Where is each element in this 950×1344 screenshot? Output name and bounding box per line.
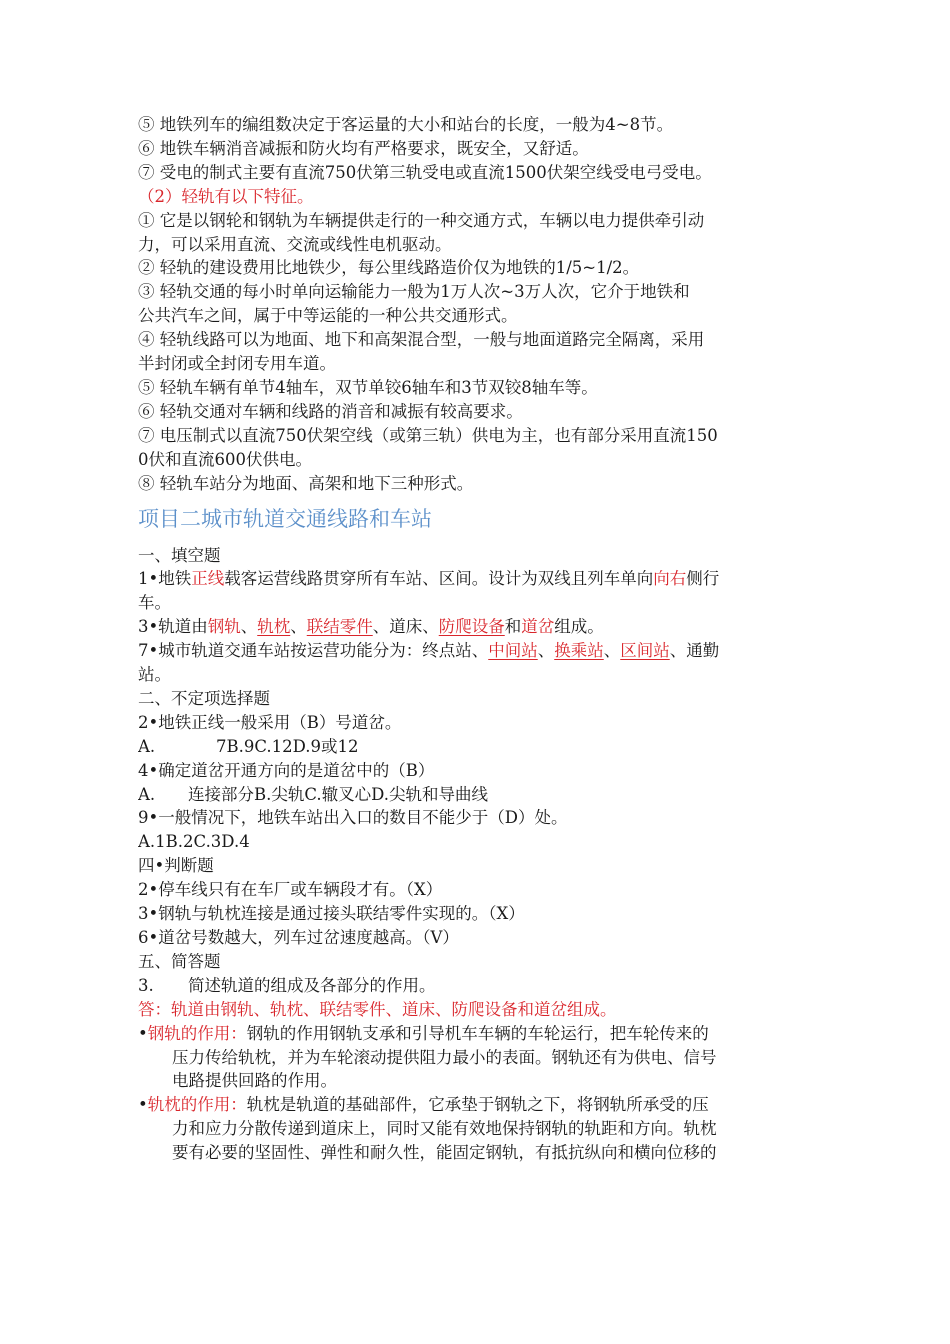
fill-q7: 7•城市轨道交通车站按运营功能分为：终点站、中间站、换乘站、区间站、通勤 bbox=[138, 641, 720, 661]
light-rail-line: ⑧ 轻轨车站分为地面、高架和地下三种形式。 bbox=[138, 473, 474, 493]
short-title: 五、简答题 bbox=[138, 951, 221, 971]
answer-blank: 防爬设备 bbox=[438, 617, 505, 637]
answer-blank: 区间站 bbox=[620, 641, 670, 661]
light-rail-line: ⑦ 电压制式以直流750伏架空线（或第三轨）供电为主，也有部分采用直流150 bbox=[138, 425, 718, 445]
judge-item: 3•钢轨与轨枕连接是通过接头联结零件实现的。（X） bbox=[138, 904, 525, 924]
answer-blank: 中间站 bbox=[488, 641, 538, 661]
judge-section bbox=[138, 854, 814, 950]
light-rail-line: ④ 轻轨线路可以为地面、地下和高架混合型，一般与地面道路完全隔离，采用 bbox=[138, 330, 705, 350]
rail-role-label: 钢轨的作用： bbox=[147, 1023, 247, 1043]
judge-item: 2•停车线只有在车厂或车辆段才有。（X） bbox=[138, 880, 443, 900]
judge-title: 四•判断题 bbox=[138, 856, 214, 876]
answer-blank: 钢轨 bbox=[207, 617, 241, 637]
light-rail-line: ① 它是以钢轮和钢轨为车辆提供走行的一种交通方式，车辆以电力提供牵引动 bbox=[138, 210, 705, 230]
short-q3: 3. 简述轨道的组成及各部分的作用。 bbox=[138, 975, 436, 995]
light-rail-features bbox=[138, 209, 814, 496]
choice-q9: 9•一般情况下，地铁车站出入口的数目不能少于（D）处。 bbox=[138, 808, 568, 828]
sleeper-role-label: 轨枕的作用： bbox=[147, 1095, 247, 1115]
fill-q3: 3•轨道由钢轨、轨枕、联结零件、道床、防爬设备和道岔组成。 bbox=[138, 617, 604, 637]
judge-item: 6•道岔号数越大，列车过岔速度越高。（V） bbox=[138, 928, 459, 947]
rail-role-line: •钢轨的作用：钢轨的作用钢轨支承和引导机车车辆的车轮运行，把车轮传来的 bbox=[138, 1023, 709, 1043]
bullet-icon: • bbox=[138, 1023, 148, 1043]
answer-blank: 道岔 bbox=[521, 617, 555, 637]
sleeper-role-line: 力和应力分散传递到道床上，同时又能有效地保持钢轨的轨距和方向。轨枕 bbox=[172, 1119, 717, 1139]
sleeper-role-line: 要有必要的坚固性、弹性和耐久性，能固定钢轨，有抵抗纵向和横向位移的 bbox=[172, 1143, 717, 1163]
light-rail-line: ③ 轻轨交通的每小时单向运输能力一般为1万人次~3万人次，它介于地铁和 bbox=[138, 282, 690, 302]
choice-q2: 2•地铁正线一般采用（B）号道岔。 bbox=[138, 712, 402, 732]
light-rail-line: 公共汽车之间，属于中等运能的一种公共交通形式。 bbox=[138, 306, 518, 326]
rail-role-line: 压力传给轨枕，并为车轮滚动提供阻力最小的表面。钢轨还有为供电、信号 bbox=[172, 1047, 717, 1067]
choice-q4: 4•确定道岔开通方向的是道岔中的（B） bbox=[138, 760, 435, 780]
fill-title: 一、填空题 bbox=[138, 545, 221, 565]
choice-title: 二、不定项选择题 bbox=[138, 688, 270, 708]
choice-q4-options: A. 连接部分B.尖轨C.辙叉心D.尖轨和导曲线 bbox=[138, 784, 489, 804]
bullet-icon: • bbox=[138, 1095, 148, 1115]
fill-in-section bbox=[138, 544, 814, 687]
answer-blank: 联结零件 bbox=[306, 617, 373, 637]
subway-features bbox=[138, 113, 814, 185]
short-answer: 答：轨道由钢轨、轨枕、联结零件、道床、防爬设备和道岔组成。 bbox=[138, 999, 617, 1019]
subway-item-5: ⑤ 地铁列车的编组数决定于客运量的大小和站台的长度，一般为4~8节。 bbox=[138, 115, 674, 134]
answer-blank: 换乘站 bbox=[554, 641, 604, 661]
rail-role-line: 电路提供回路的作用。 bbox=[172, 1071, 337, 1091]
light-rail-line: 0伏和直流600伏供电。 bbox=[138, 449, 312, 469]
light-rail-line: 力，可以采用直流、交流或线性电机驱动。 bbox=[138, 234, 452, 254]
choice-section bbox=[138, 687, 814, 854]
light-rail-line: ⑥ 轻轨交通对车辆和线路的消音和减振有较高要求。 bbox=[138, 401, 523, 421]
light-rail-title: （2）轻轨有以下特征。 bbox=[138, 186, 314, 206]
answer-blank: 正线 bbox=[191, 569, 225, 589]
fill-q7-cont: 站。 bbox=[138, 665, 171, 685]
subway-item-6: ⑥ 地铁车辆消音减振和防火均有严格要求，既安全，又舒适。 bbox=[138, 138, 589, 158]
light-rail-line: 半封闭或全封闭专用车道。 bbox=[138, 354, 336, 374]
short-answer-section bbox=[138, 950, 814, 1165]
fill-q1-cont: 车。 bbox=[138, 593, 171, 613]
light-rail-line: ② 轻轨的建设费用比地铁少，每公里线路造价仅为地铁的1/5~1/2。 bbox=[138, 258, 640, 278]
subway-item-7: ⑦ 受电的制式主要有直流750伏第三轨受电或直流1500伏架空线受电弓受电。 bbox=[138, 162, 712, 182]
choice-q9-options: A.1B.2C.3D.4 bbox=[138, 832, 250, 852]
sleeper-role-line: •轨枕的作用：轨枕是轨道的基础部件，它承垫于钢轨之下，将钢轨所承受的压 bbox=[138, 1095, 709, 1115]
answer-blank: 轨枕 bbox=[257, 617, 291, 637]
project-title: 项目二城市轨道交通线路和车站 bbox=[138, 506, 432, 531]
choice-q2-options: A. 7B.9C.12D.9或12 bbox=[138, 736, 359, 756]
fill-q1: 1•地铁正线载客运营线路贯穿所有车站、区间。设计为双线且列车单向向右侧行 bbox=[138, 569, 720, 589]
answer-blank: 向右 bbox=[653, 569, 687, 589]
light-rail-line: ⑤ 轻轨车辆有单节4轴车，双节单铰6轴车和3节双铰8轴车等。 bbox=[138, 377, 598, 397]
